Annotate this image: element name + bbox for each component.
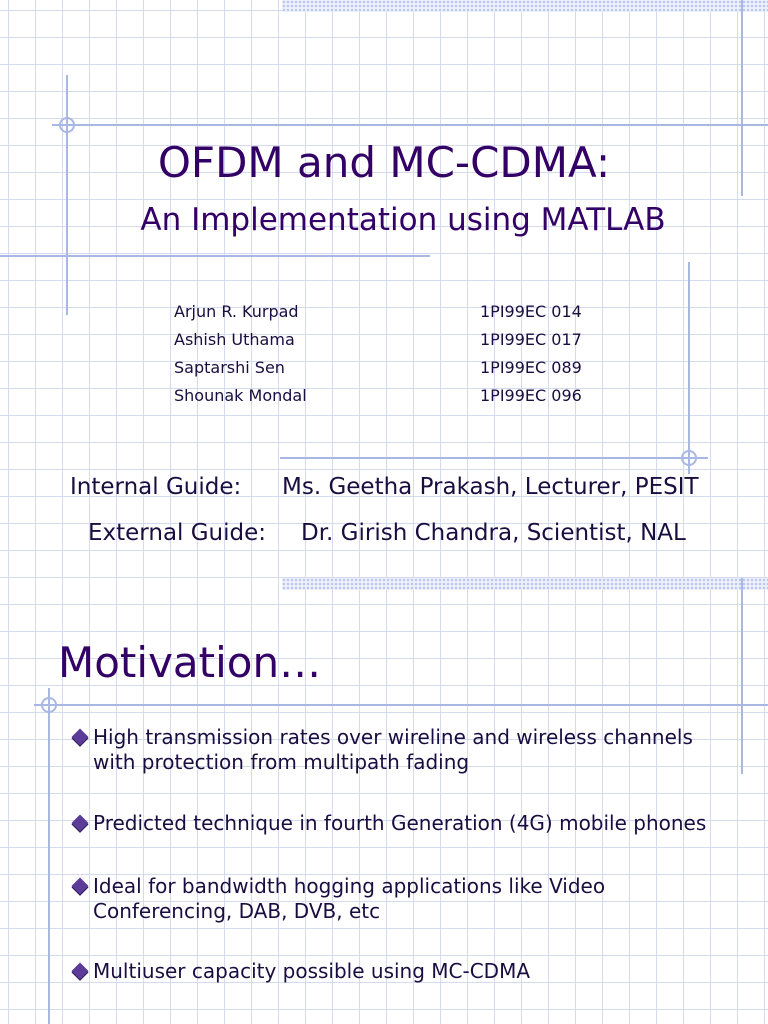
slide-motivation	[0, 578, 768, 1024]
member-name: Shounak Mondal	[174, 386, 307, 405]
decorative-circle	[681, 450, 697, 466]
decorative-line	[66, 75, 68, 315]
decorative-line	[741, 578, 743, 774]
external-guide-label: External Guide:	[88, 520, 267, 546]
decorative-line	[0, 255, 430, 257]
member-ids	[480, 298, 582, 410]
member-id: 1PI99EC 089	[480, 358, 582, 377]
member-id: 1PI99EC 017	[480, 330, 582, 349]
member-id: 1PI99EC 014	[480, 302, 582, 321]
member-names	[174, 298, 307, 410]
decorative-line	[34, 704, 768, 706]
member-name: Saptarshi Sen	[174, 358, 285, 377]
decorative-circle	[41, 697, 57, 713]
member-name: Ashish Uthama	[174, 330, 295, 349]
slide-title-heading: OFDM and MC-CDMA:	[157, 138, 611, 187]
decorative-line	[48, 688, 50, 1024]
internal-guide-name: Ms. Geetha Prakash, Lecturer, PESIT	[282, 474, 699, 500]
decorative-dot-bar	[282, 0, 768, 12]
bullet-item	[74, 725, 713, 775]
decorative-line	[280, 457, 708, 459]
bullet-item	[74, 811, 713, 836]
decorative-circle	[59, 117, 75, 133]
bullet-text: Predicted technique in fourth Generation (4G) mobile phones	[93, 811, 707, 835]
slide-subtitle: An Implementation using MATLAB	[140, 202, 666, 238]
internal-guide-label: Internal Guide:	[70, 474, 242, 500]
bullet-item	[74, 874, 653, 924]
bullet-text: High transmission rates over wireline and wireless channels with protection from multipath fading	[93, 725, 693, 774]
member-id: 1PI99EC 096	[480, 386, 582, 405]
decorative-line	[52, 124, 768, 126]
decorative-line	[688, 262, 690, 474]
slide-heading: Motivation…	[58, 638, 322, 687]
bullet-text: Multiuser capacity possible using MC-CDMA	[93, 959, 531, 983]
bullet-text: Ideal for bandwidth hogging applications like Video Conferencing, DAB, DVB, etc	[93, 874, 606, 923]
decorative-dot-bar	[282, 578, 768, 590]
external-guide-name: Dr. Girish Chandra, Scientist, NAL	[301, 520, 686, 546]
bullet-item	[74, 959, 713, 984]
member-name: Arjun R. Kurpad	[174, 302, 299, 321]
